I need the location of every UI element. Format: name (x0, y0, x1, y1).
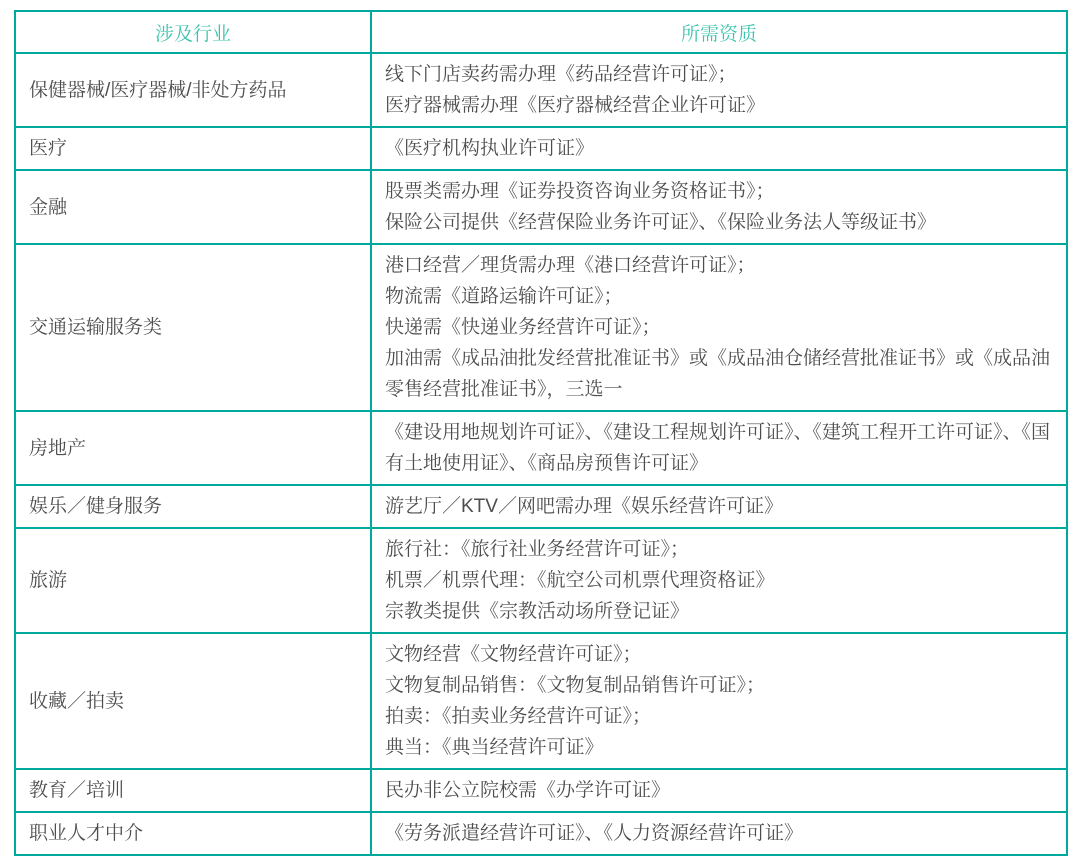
qualification-line: 宗教类提供《宗教活动场所登记证》 (385, 601, 690, 622)
industry-cell: 娱乐／健身服务 (15, 485, 371, 528)
qualifications-cell (371, 411, 1067, 485)
qualification-line: 《医疗机构执业许可证》 (385, 138, 595, 159)
industry-cell: 金融 (15, 170, 371, 244)
qualification-line: 拍卖：《拍卖业务经营许可证》； (385, 706, 652, 727)
qualifications-cell (371, 528, 1067, 633)
qualification-line: 物流需《道路运输许可证》； (385, 286, 623, 307)
table-row (15, 528, 1067, 633)
industry-cell: 收藏／拍卖 (15, 633, 371, 769)
qualification-line: 港口经营／理货需办理《港口经营许可证》； (385, 255, 756, 276)
header-qualifications: 所需资质 (371, 11, 1067, 53)
table-row (15, 127, 1067, 170)
header-industry: 涉及行业 (15, 11, 371, 53)
industry-cell: 保健器械/医疗器械/非处方药品 (15, 53, 371, 127)
industry-cell: 旅游 (15, 528, 371, 633)
qualifications-cell (371, 53, 1067, 127)
qualification-line: 文物经营《文物经营许可证》； (385, 644, 642, 665)
industry-cell: 医疗 (15, 127, 371, 170)
table-row (15, 411, 1067, 485)
header-row (15, 11, 1067, 53)
qualifications-cell (371, 244, 1067, 411)
qualifications-cell (371, 812, 1067, 855)
qualification-line: 旅行社：《旅行社业务经营许可证》； (385, 539, 690, 560)
table-row (15, 633, 1067, 769)
qualifications-cell (371, 769, 1067, 812)
qualification-line: 《建设用地规划许可证》、《建设工程规划许可证》、《建筑工程开工许可证》、《国有土地使用证》、《商品房预售许可证》 (385, 422, 1051, 474)
table-row (15, 485, 1067, 528)
qualification-line: 线下门店卖药需办理《药品经营许可证》； (385, 64, 737, 85)
qualifications-cell (371, 127, 1067, 170)
qualification-line: 民办非公立院校需《办学许可证》 (385, 780, 671, 801)
table-row (15, 769, 1067, 812)
qualification-line: 快递需《快递业务经营许可证》； (385, 317, 661, 338)
table-row (15, 53, 1067, 127)
qualification-line: 《劳务派遣经营许可证》、《人力资源经营许可证》 (385, 823, 804, 844)
table-header (15, 11, 1067, 53)
qualification-line: 医疗器械需办理《医疗器械经营企业许可证》 (385, 95, 766, 116)
industry-cell: 教育／培训 (15, 769, 371, 812)
qualification-line: 保险公司提供《经营保险业务许可证》、《保险业务法人等级证书》 (385, 212, 937, 233)
qualification-line: 股票类需办理《证券投资咨询业务资格证书》； (385, 181, 775, 202)
qualification-line: 机票／机票代理：《航空公司机票代理资格证》 (385, 570, 775, 591)
industry-cell: 交通运输服务类 (15, 244, 371, 411)
qualifications-cell (371, 633, 1067, 769)
table-row (15, 244, 1067, 411)
industry-cell: 职业人才中介 (15, 812, 371, 855)
qualification-line: 典当：《典当经营许可证》 (385, 737, 604, 758)
qualification-line: 加油需《成品油批发经营批准证书》或《成品油仓储经营批准证书》或《成品油零售经营批准证书》，三选一 (385, 348, 1051, 400)
qualification-line: 文物复制品销售：《文物复制品销售许可证》； (385, 675, 766, 696)
qualifications-cell (371, 170, 1067, 244)
industry-cell: 房地产 (15, 411, 371, 485)
table-row (15, 170, 1067, 244)
table-body (15, 53, 1067, 855)
qualifications-cell (371, 485, 1067, 528)
qualification-table (14, 10, 1068, 856)
table-row (15, 812, 1067, 855)
qualification-line: 游艺厅／KTV／网吧需办理《娱乐经营许可证》 (385, 496, 783, 517)
